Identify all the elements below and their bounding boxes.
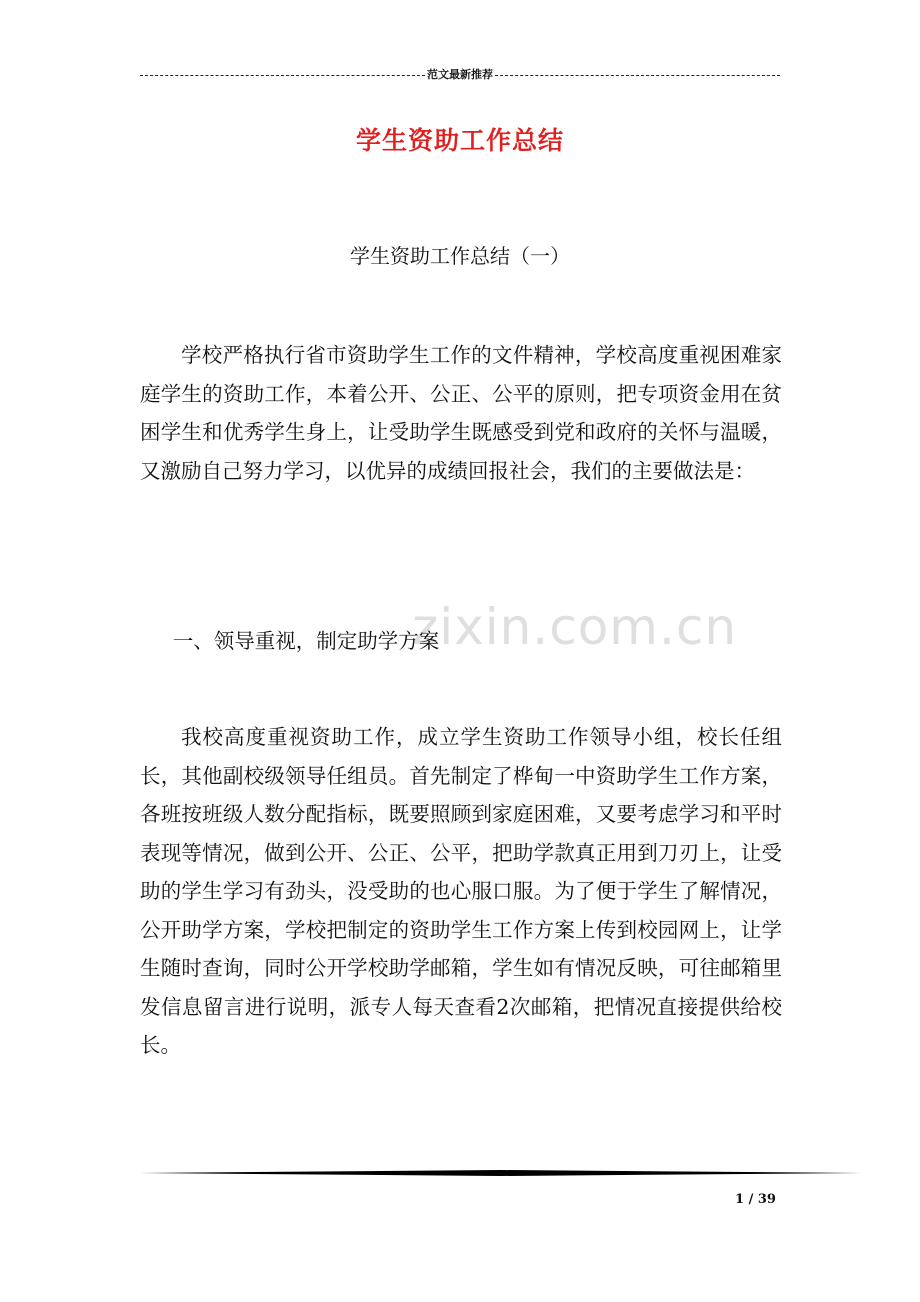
document-subtitle: 学生资助工作总结（一） xyxy=(350,244,570,268)
watermark: zixin.com.cn xyxy=(412,598,738,656)
section-heading-1: 一、领导重视，制定助学方案 xyxy=(172,629,440,653)
header-label: 范文最新推荐 xyxy=(427,68,493,81)
header-dash-right xyxy=(495,75,780,76)
page-header xyxy=(140,67,780,83)
header-dash-left xyxy=(140,75,425,76)
footer-rule xyxy=(140,1170,862,1176)
document-title: 学生资助工作总结 xyxy=(355,126,564,155)
paragraph-intro: 学校严格执行省市资助学生工作的文件精神，学校高度重视困难家庭学生的资助工作，本着公开、公正、公平的原则，把专项资金用在贫困学生和优秀学生身上，让受助学生既感受到党和政府的关怀与温暖，又激励自己努力学习，以优异的成绩回报社会，我们的主要做法是： xyxy=(140,343,782,483)
page-number: 1 / 39 xyxy=(735,1192,776,1207)
paragraph-section-1: 我校高度重视资助工作，成立学生资助工作领导小组，校长任组长，其他副校级领导任组员。首先制定了桦甸一中资助学生工作方案，各班按班级人数分配指标，既要照顾到家庭困难，又要考虑学习和平时表现等情况，做到公开、公正、公平，把助学款真正用到刀刃上，让受助的学生学习有劲头，没受助的也心服口服。为了便于学生了解情况，公开助学方案，学校把制定的资助学生工作方案上传到校园网上，让学生随时查询，同时公开学校助学邮箱，学生如有情况反映，可往邮箱里发信息留言进行说明，派专人每天查看2次邮箱，把情况直接提供给校长。 xyxy=(140,725,782,1057)
